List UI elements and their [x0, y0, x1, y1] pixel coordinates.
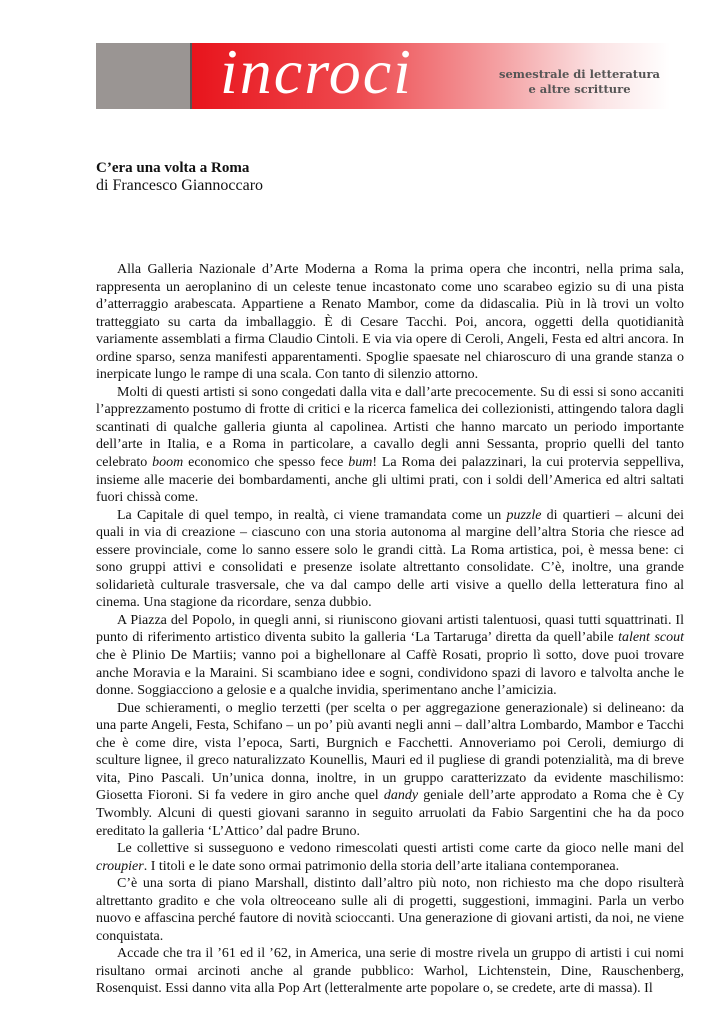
article-paragraph: [96, 875, 684, 945]
journal-logo: incroci: [220, 36, 413, 107]
article-body: [96, 261, 684, 998]
journal-tagline: [499, 67, 660, 97]
paragraph-text: che è Plinio De Martiis; vanno poi a bighellonare al Caffè Rosati, proprio lì sotto, dove puoi trovare anche Moravia e la Maraini. Si scambiano idee e sogni, condividono spazi di lavoro e talvolta anche le donne. Soggiacciono a gelosie e a qualche invidia, sperimentano anche l’amicizia.: [96, 648, 684, 699]
tagline-line-1: semestrale di letteratura: [499, 67, 660, 81]
paragraph-text: Le collettive si susseguono e vedono rimescolati questi artisti come carte da gioco nelle mani del: [117, 841, 684, 857]
paragraph-text: . I titoli e le date sono ormai patrimonio della storia dell’arte italiana contemporanea.: [143, 858, 620, 874]
italic-term: bum: [348, 455, 373, 471]
paragraph-text: A Piazza del Popolo, in quegli anni, si riuniscono giovani artisti talentuosi, quasi tutti squattrinati. Il punto di riferimento artistico diventa subito la galleria ‘La Tartaruga’ diretta da quell’abile: [96, 612, 684, 646]
article-title: C’era una volta a Roma: [96, 160, 250, 176]
paragraph-text: Molti di questi artisti si sono congedati dalla vita e dall’arte precocemente. Su di essi si sono accaniti l’apprezzamento postumo di frotte di critici e la ricerca famelica dei collezionisti, attingendo talora dagli scantinati di qualche galleria giunta al capolinea. Artisti che hanno marcato un periodo importante dell’arte in Italia, e a Roma in particolare, a cavallo degli anni Sessanta, proprio quelli del tanto celebrato: [96, 384, 684, 471]
paragraph-text: C’è una sorta di piano Marshall, distinto dall’altro più noto, non richiesto ma che dopo risulterà altrettanto gradito e che vola oltreoceano sulle ali di progetti, suggestioni, immagini. Parla un verbo nuovo e affascina perché fautore di novità scioccanti. Una generazione di giovani artisti, da noi, ne viene conquistata.: [96, 876, 684, 944]
paragraph-text: Accade che tra il ’61 ed il ’62, in America, una serie di mostre rivela un gruppo di artisti i cui nomi risultano ormai arcinoti anche al grande pubblico: Warhol, Lichtenstein, Dine, Rauschenberg, Rosenquist. Essi danno vita alla Pop Art (letteralmente arte popolare o, se credete, arte di massa). Il: [96, 946, 684, 997]
italic-term: boom: [152, 455, 184, 471]
italic-term: dandy: [383, 788, 419, 804]
italic-term: croupier: [96, 858, 144, 874]
article-paragraph: [96, 507, 684, 612]
paragraph-text: Due schieramenti, o meglio terzetti (per scelta o per aggregazione generazionale) si delineano: da una parte Angeli, Festa, Schifano – un po’ più avanti negli anni – dall’altra Lombardo, Mambor e Tacchi che è come dire, vista l’epoca, Sarti, Burgnich e Facchetti. Annoveriamo poi Ceroli, demiurgo di sculture lignee, il greco naturalizzato Kounellis, Mauri ed il pugliese di grandi potenzialità, ma di breve vita, Pino Pascali. Un’unica donna, inoltre, in un gruppo caratterizzato da evidente maschilismo: Giosetta Fioroni. Si fa vedere in giro anche quel: [96, 700, 684, 804]
article-paragraph: [96, 840, 684, 875]
banner-gray-block: [96, 43, 192, 109]
paragraph-text: ! La Roma dei palazzinari, la cui protervia seppelliva, insieme alle macerie dei bombardamenti, anche gli ultimi prati, con i soldi dell’America ed altri saltati fuori chissà come.: [96, 455, 685, 506]
paragraph-text: La Capitale di quel tempo, in realtà, ci viene tramandata come un: [117, 507, 507, 523]
article-paragraph: [96, 700, 684, 840]
banner-red-block: [192, 36, 670, 109]
tagline-line-2: e altre scritture: [528, 82, 631, 96]
paragraph-text: di quartieri – alcuni dei quali in via di creazione – ciascuno con una storia autonoma al margine dell’altra Storia che riesce ad essere provinciale, come lo sanno essere solo le grandi città. La Roma artistica, poi, è messa bene: ci sono gruppi attivi e consolidati e presenze isolate altrettanto consolidate. C’è, inoltre, una grande solidarietà culturale trasversale, che va dal campo delle arti visive a quello della letteratura fino al cinema. Una stagione da ricordare, senza dubbio.: [96, 507, 684, 611]
article-paragraph: [96, 612, 684, 700]
article-paragraph: [96, 384, 684, 507]
journal-banner: [96, 36, 670, 109]
italic-term: talent scout: [618, 630, 685, 646]
article-paragraph: [96, 945, 684, 998]
italic-term: puzzle: [506, 507, 542, 523]
article-byline: di Francesco Giannoccaro: [96, 177, 264, 194]
paragraph-text: geniale dell’arte approdato a Roma che è Cy Twombly. Alcuni di questi giovani saranno in seguito arruolati da Fabio Sargentini che ha da poco ereditato la galleria ‘L’Attico’ dal padre Bruno.: [96, 788, 684, 839]
paragraph-text: economico che spesso fece: [183, 455, 349, 471]
paragraph-text: Alla Galleria Nazionale d’Arte Moderna a Roma la prima opera che incontri, nella prima sala, rappresenta un aeroplanino di un celeste tenue incastonato come uno scarabeo egizio su di una pista d’atterraggio arabescata. Appartiene a Renato Mambor, come da didascalia. Più in là trovi un volto tratteggiato su carta da imballaggio. È di Cesare Tacchi. Poi, ancora, oggetti della quotidianità variamente assemblati a firma Claudio Cintoli. E via via opere di Ceroli, Angeli, Festa ed altri ancora. In ordine sparso, senza manifesti apparentamenti. Spoglie spaesate nel chiaroscuro di una grande stanza o inerpicate lungo le rampe di una scala. Con tanto di silenzio attorno.: [96, 262, 684, 383]
article-paragraph: [96, 261, 684, 384]
